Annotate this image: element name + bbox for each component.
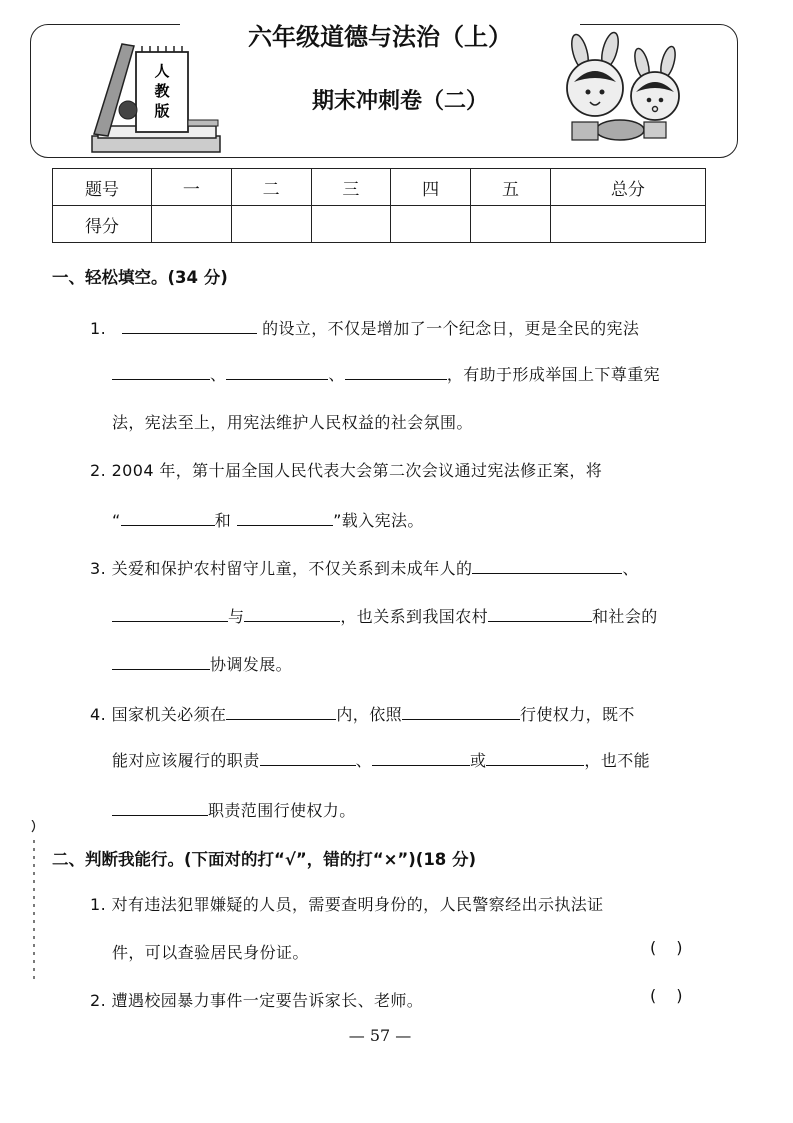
question-2-line-1 [90,458,602,481]
question-1-line-1 [90,316,639,339]
score-cell[interactable] [391,206,471,243]
column-header: 总分 [550,169,705,206]
exam-subtitle: 期末冲刺卷（二） [311,89,488,114]
conjunction: 与 [228,607,245,626]
question-3-line-3 [112,652,292,675]
fill-blank[interactable] [237,509,333,526]
fill-blank[interactable] [244,605,340,622]
book-illustration [82,36,232,156]
table-row-score [53,206,706,243]
judge-question-1-line-2: 件，可以查验居民身份证。 [112,943,309,962]
table-row-number [53,169,706,206]
question-number: 3. [90,559,107,578]
question-text: 行使权力，既不 [520,705,635,724]
column-header: 四 [391,169,471,206]
fill-blank[interactable] [226,363,328,380]
question-text: ，也不能 [584,751,651,770]
separator: 、 [328,365,345,384]
answer-parentheses[interactable]: () [650,986,703,1005]
fill-blank[interactable] [112,653,210,670]
column-header: 二 [231,169,311,206]
question-text: 的设立，不仅是增加了一个纪念日，更是全民的宪法 [262,319,640,338]
fill-blank[interactable] [488,605,592,622]
conjunction: 或 [470,751,487,770]
fill-blank[interactable] [372,749,470,766]
separator: 、 [210,365,227,384]
children-illustration [560,30,700,148]
fill-blank[interactable] [472,557,622,574]
book-label-char-3: 版 [154,102,170,120]
row-label-number: 题号 [53,169,152,206]
fill-blank[interactable] [486,749,584,766]
fill-blank[interactable] [112,799,208,816]
question-text: 遭遇校园暴力事件一定要告诉家长、老师。 [111,991,424,1010]
question-4-line-1 [90,702,635,725]
question-number: 1. [90,319,107,338]
score-cell[interactable] [231,206,311,243]
page-number: — 57 — [348,1026,412,1045]
question-text: 和社会的 [592,607,658,626]
separator: 、 [622,559,639,578]
question-text: 国家机关必须在 [111,705,227,724]
question-number: 2. [90,991,107,1010]
question-text: 职责范围行使权力。 [208,801,356,820]
book-label-char-2: 教 [154,82,170,100]
score-cell[interactable] [152,206,232,243]
question-4-line-2 [112,748,650,771]
column-header: 五 [471,169,551,206]
question-3-line-2 [112,604,658,627]
question-1-line-3: 法，宪法至上，用宪法维护人民权益的社会氛围。 [112,413,473,432]
question-1-line-2 [112,362,660,385]
binding-margin-marks [30,820,38,980]
fill-blank[interactable] [112,363,210,380]
fill-blank[interactable] [121,509,215,526]
question-4-line-3 [112,798,356,821]
column-header: 一 [152,169,232,206]
book-label-char-1: 人 [154,62,170,80]
question-text: ，也关系到我国农村 [340,607,489,626]
question-text: 协调发展。 [210,655,293,674]
score-cell[interactable] [550,206,705,243]
answer-parentheses[interactable]: () [650,938,703,957]
section1-title: 一、轻松填空。(34 分) [52,268,228,287]
section2-title: 二、判断我能行。(下面对的打“√”，错的打“×”)(18 分) [52,850,477,869]
fill-blank[interactable] [402,703,520,720]
question-3-line-1 [90,556,639,579]
book-label [154,62,170,120]
question-text: ，有助于形成举国上下尊重宪 [446,365,661,384]
question-text: 内，依照 [336,705,402,724]
score-table [52,168,706,243]
fill-blank[interactable] [112,605,228,622]
page-title: 六年级道德与法治（上） [180,22,580,52]
judge-question-1-line-1 [90,892,604,915]
score-cell[interactable] [471,206,551,243]
fill-blank[interactable] [122,317,257,334]
question-text: 关爱和保护农村留守儿童，不仅关系到未成年人的 [111,559,473,578]
fill-blank[interactable] [226,703,336,720]
score-cell[interactable] [311,206,391,243]
fill-blank[interactable] [260,749,356,766]
question-text: 能对应该履行的职责 [112,751,260,770]
question-text: 2004 年，第十届全国人民代表大会第二次会议通过宪法修正案，将 [111,461,603,480]
question-text: ”载入宪法。 [333,511,424,530]
separator: 、 [355,751,373,770]
quote-open: “ [112,511,121,530]
judge-question-2-line-1 [90,988,423,1011]
column-header: 三 [311,169,391,206]
row-label-score: 得分 [53,206,152,243]
question-number: 1. [90,895,107,914]
question-2-line-2 [112,508,424,531]
question-number: 2. [90,461,107,480]
question-text: 对有违法犯罪嫌疑的人员，需要查明身份的，人民警察经出示执法证 [111,895,604,914]
question-number: 4. [90,705,107,724]
fill-blank[interactable] [345,363,447,380]
conjunction: 和 [214,511,232,530]
